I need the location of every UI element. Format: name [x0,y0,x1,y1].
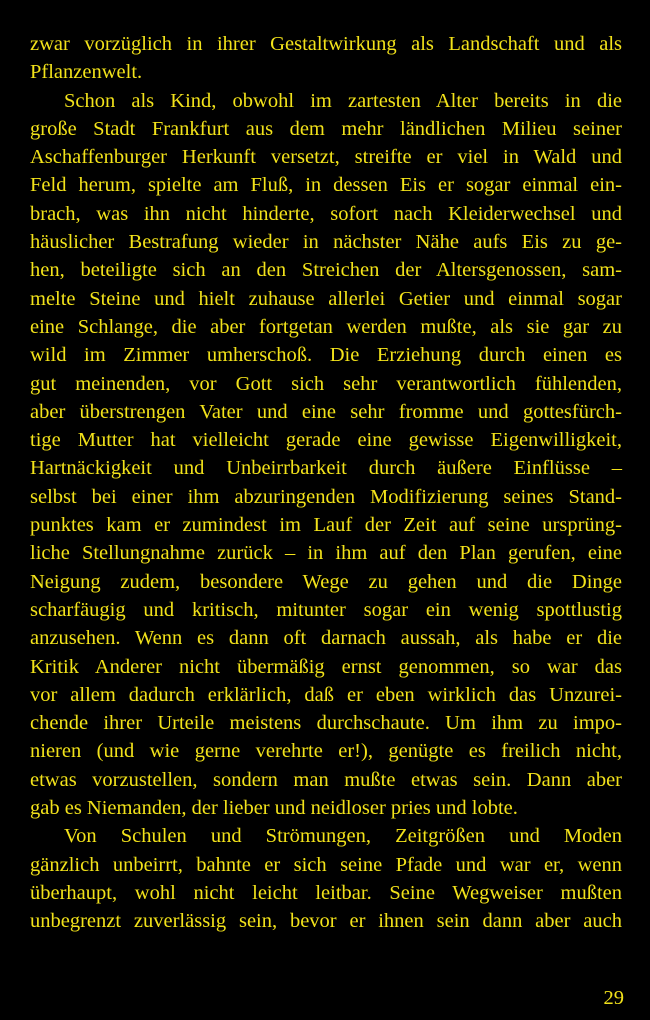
body-text [30,30,622,936]
text-line: liche Stellungnahme zurück – in ihm auf den Plan gerufen, eine [30,542,622,565]
text-line: wild im Zimmer umherschoß. Die Erziehung durch einen es [30,344,622,367]
text-line: Neigung zudem, besondere Wege zu gehen und die Dinge [30,570,622,593]
text-line: zwar vorzüglich in ihrer Gestaltwirkung als Landschaft und als [30,33,622,55]
text-line: tige Mutter hat vielleicht gerade eine gewisse Eigenwilligkeit, [30,429,622,452]
text-line: etwas vorzustellen, sondern man mußte etwas sein. Dann aber [30,768,622,791]
text-line: anzusehen. Wenn es dann oft darnach aussah, als habe er die [30,627,622,650]
text-line: nieren (und wie gerne verehrte er!), genügte es freilich nicht, [30,740,622,763]
text-line: Hartnäckigkeit und Unbeirrbarkeit durch äußere Einflüsse – [30,457,622,480]
page-number: 29 [603,987,624,1009]
text-line: eine Schlange, die aber fortgetan werden mußte, als sie gar zu [30,315,622,338]
text-line: selbst bei einer ihm abzuringenden Modifizierung seines Stand- [30,485,622,508]
text-line: unbegrenzt zuverlässig sein, bevor er ihnen sein dann aber auch [30,910,622,933]
text-line: gut meinenden, vor Gott sich sehr verantwortlich fühlenden, [30,372,622,395]
text-line: Von Schulen und Strömungen, Zeitgrößen und Moden [64,825,622,848]
text-line: chende ihrer Urteile meistens durchschaute. Um ihm zu impo- [30,712,622,735]
text-line: brach, was ihn nicht hinderte, sofort nach Kleiderwechsel und [30,202,622,225]
text-line: Feld herum, spielte am Fluß, in dessen Eis er sogar einmal ein- [30,174,622,197]
text-line: melte Steine und hielt zuhause allerlei Getier und einmal sogar [30,287,622,310]
text-line: punktes kam er zumindest im Lauf der Zeit auf seine ursprüng- [30,514,622,537]
text-line: Schon als Kind, obwohl im zartesten Alter bereits in die [64,89,622,112]
text-line: große Stadt Frankfurt aus dem mehr ländlichen Milieu seiner [30,117,622,140]
text-line: hen, beteiligte sich an den Streichen der Altersgenossen, sam- [30,259,622,282]
text-line: vor allem dadurch erklärlich, daß er eben wirklich das Unzurei- [30,683,622,706]
text-line: überhaupt, wohl nicht leicht leitbar. Seine Wegweiser mußten [30,881,622,904]
text-line: Pflanzenwelt. [30,61,143,84]
text-line: Kritik Anderer nicht übermäßig ernst genommen, so war das [30,655,622,678]
text-line: häuslicher Bestrafung wieder in nächster Nähe aufs Eis zu ge- [30,231,622,254]
text-line: scharfäugig und kritisch, mitunter sogar ein wenig spottlustig [30,598,622,621]
text-line: aber überstrengen Vater und eine sehr fromme und gottesfürch- [30,400,622,423]
text-line: Aschaffenburger Herkunft versetzt, streifte er viel in Wald und [30,146,622,169]
text-line: gab es Niemanden, der lieber und neidloser pries und lobte. [30,797,518,820]
text-line: gänzlich unbeirrt, bahnte er sich seine Pfade und war er, wenn [30,853,622,876]
